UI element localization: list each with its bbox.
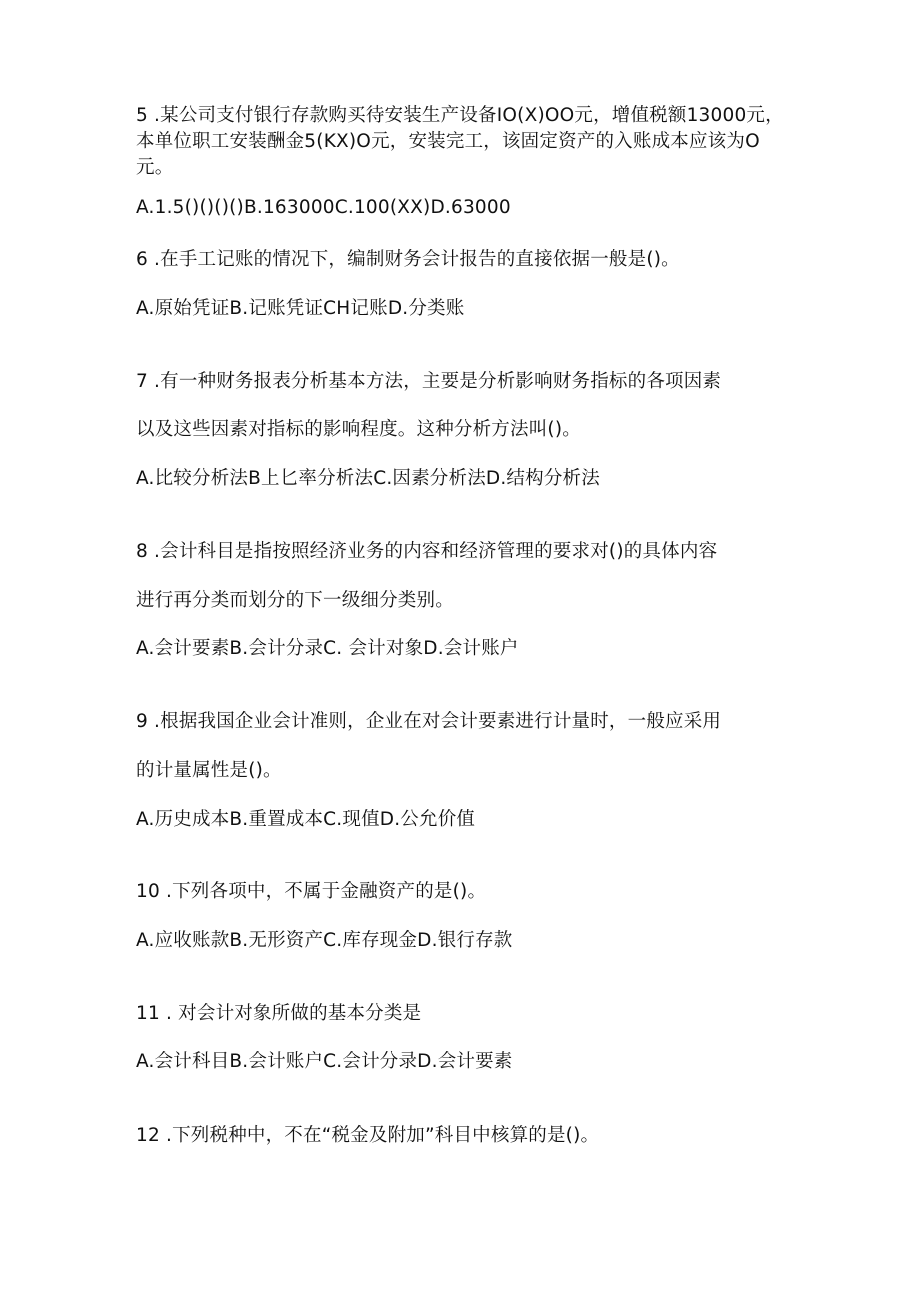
question-9-options: A.历史成本B.重置成本C.现值D.公允价值 [136,809,476,830]
question-5-stem-line-2: 本单位职工安装酬金5(KX)O元，安装完工，该固定资产的入账成本应该为O [136,131,760,152]
question-12-stem-line-1: 12 .下列税种中，不在“税金及附加”科目中核算的是()。 [136,1125,600,1146]
question-8-stem-line-2: 进行再分类而划分的下一级细分类别。 [136,590,454,611]
question-5-stem-line-3: 元。 [136,157,174,178]
question-10-options: A.应收账款B.无形资产C.库存现金D.银行存款 [136,930,513,951]
question-7-options: A.比较分析法B上匕率分析法C.因素分析法D.结构分析法 [136,468,600,489]
question-6-stem-line-1: 6 .在手工记账的情况下，编制财务会计报告的直接依据一般是()。 [136,249,680,270]
question-11-stem-line-1: 11 . 对会计对象所做的基本分类是 [136,1003,422,1024]
question-6-options: A.原始凭证B.记账凭证CH记账D.分类账 [136,298,465,319]
question-11-options: A.会计科目B.会计账户C.会计分录D.会计要素 [136,1051,513,1072]
question-9-stem-line-2: 的计量属性是()。 [136,760,282,781]
question-8-options: A.会计要素B.会计分录C. 会计对象D.会计账户 [136,638,519,659]
question-5-stem-line-1: 5 .某公司支付银行存款购买待安装生产设备IO(X)OO元，增值税额13000元， [136,105,784,126]
question-5-options: A.1.5()()()()B.163000C.100(XX)D.63000 [136,197,511,218]
question-9-stem-line-1: 9 .根据我国企业会计准则，企业在对会计要素进行计量时，一般应采用 [136,711,722,732]
question-7-stem-line-2: 以及这些因素对指标的影响程度。这种分析方法叫()。 [136,419,581,440]
question-10-stem-line-1: 10 .下列各项中，不属于金融资产的是()。 [136,881,487,902]
question-8-stem-line-1: 8 .会计科目是指按照经济业务的内容和经济管理的要求对()的具体内容 [136,541,718,562]
question-7-stem-line-1: 7 .有一种财务报表分析基本方法，主要是分析影响财务指标的各项因素 [136,371,722,392]
